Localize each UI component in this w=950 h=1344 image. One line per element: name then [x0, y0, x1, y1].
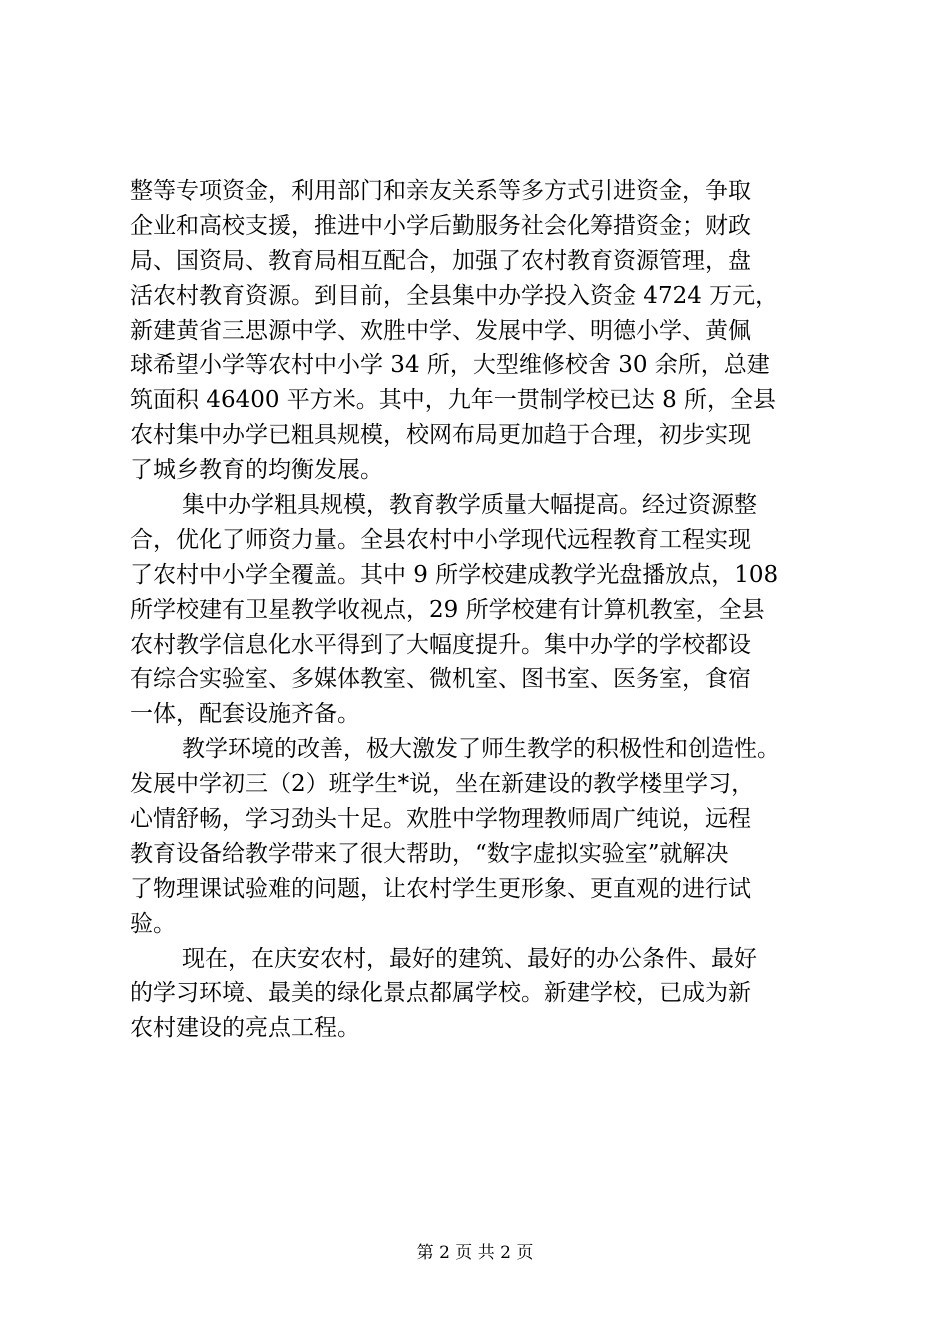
- text-line: 集中办学粗具规模，教育教学质量大幅提高。经过资源整: [182, 492, 757, 519]
- text-line: 发展中学初三（2）班学生*说，坐在新建设的教学楼里学习，: [130, 771, 755, 798]
- text-line: 筑面积 46400 平方米。其中，九年一贯制学校已达 8 所，全县: [130, 387, 777, 414]
- text-line: 企业和高校支援，推进中小学后勤服务社会化筹措资金；财政: [130, 212, 751, 239]
- text-line: 所学校建有卫星教学收视点，29 所学校建有计算机教室，全县: [130, 596, 765, 623]
- text-line: 整等专项资金，利用部门和亲友关系等多方式引进资金，争取: [130, 178, 751, 204]
- text-line: 一体，配套设施齐备。: [130, 701, 360, 728]
- text-line: 合，优化了师资力量。全县农村中小学现代远程教育工程实现: [130, 526, 751, 553]
- text-line: 的学习环境、最美的绿化景点都属学校。新建学校，已成为新: [130, 980, 751, 1007]
- text-line: 心情舒畅，学习劲头十足。欢胜中学物理教师周广纯说，远程: [130, 806, 751, 833]
- text-line: 验。: [130, 910, 176, 937]
- text-line: 活农村教育资源。到目前，全县集中办学投入资金 4724 万元，: [130, 282, 779, 309]
- text-line: 了城乡教育的均衡发展。: [130, 457, 383, 484]
- text-line: 了物理课试验难的问题，让农村学生更形象、更直观的进行试: [130, 875, 751, 902]
- text-line: 了农村中小学全覆盖。其中 9 所学校建成教学光盘播放点，108: [130, 561, 779, 588]
- document-body: [130, 174, 830, 1046]
- text-line: 球希望小学等农村中小学 34 所，大型维修校舍 30 余所，总建: [130, 352, 770, 379]
- text-line: 农村集中办学已粗具规模，校网布局更加趋于合理，初步实现: [130, 422, 751, 449]
- text-line: 农村教学信息化水平得到了大幅度提升。集中办学的学校都设: [130, 631, 751, 658]
- text-line: 有综合实验室、多媒体教室、微机室、图书室、医务室，食宿: [130, 666, 751, 693]
- text-line: 教学环境的改善，极大激发了师生教学的积极性和创造性。: [182, 736, 780, 763]
- page-footer: 第 2 页 共 2 页: [416, 1243, 534, 1263]
- text-line: 新建黄省三思源中学、欢胜中学、发展中学、明德小学、黄佩: [130, 317, 751, 344]
- text-line: 局、国资局、教育局相互配合，加强了农村教育资源管理，盘: [130, 247, 751, 274]
- text-line: 农村建设的亮点工程。: [130, 1015, 360, 1042]
- text-line: 现在，在庆安农村，最好的建筑、最好的办公条件、最好: [182, 945, 757, 972]
- text-line: 教育设备给教学带来了很大帮助，“数字虚拟实验室”就解决: [130, 840, 729, 867]
